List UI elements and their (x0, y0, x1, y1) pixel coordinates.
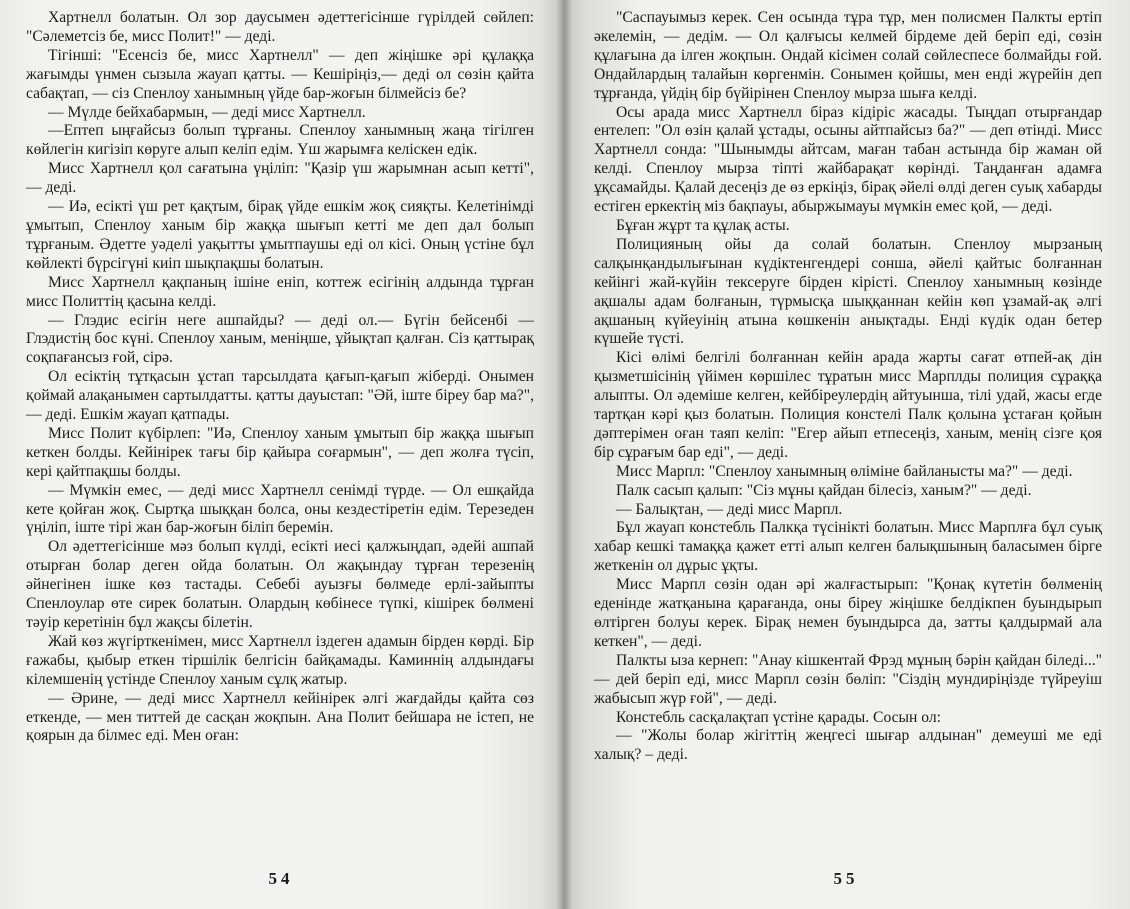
paragraph: — Мүмкін емес, — деді мисс Хартнелл сенімді түрде. — Ол ешқайда кете қойған жоқ. Сыртқа шыққан болса, оны кездестіретін едім. Терезеден үңіліп, іште тірі жан бар-жоғын біліп беремін. (26, 481, 534, 537)
paragraph: Осы арада мисс Хартнелл біраз кідіріс жасады. Тыңдап отырғандар ентелеп: "Ол өзін қалай ұстады, осыны айтпайсыз ба?" — деп өтінді. Мисс Хартнелл сонда: "Шынымды айтсам, маған табан астында бір жаман ой келді. Спенлоу мырза тіпті жайбарақат көрінді. Таңданған адамға ұқсамайды. Қалай десеңіз де өз еркіңіз, бірақ әйелі өлді деген суық хабарды естіген еркектің міз бақпауы, абыржымауы мүмкін емес қой, — деді. (594, 103, 1102, 216)
left-page-text (26, 9, 534, 746)
right-page-text (594, 9, 1102, 765)
paragraph: Бұл жауап констебль Палкқа түсінікті болатын. Мисс Марплға бұл суық хабар кешкі тамаққа қажет етті алып келген балықшының баласымен бірге жеткенін ол дұрыс ұқты. (594, 519, 1102, 575)
paragraph: Кісі өлімі белгілі болғаннан кейін арада жарты сағат өтпей-ақ дін қызметшісінің үйімен көршілес тұратын мисс Марплды полиция сұраққа алыпты. Ол әдеміше келген, кейбіреулердің айтуынша, тілі удай, жасы егде тартқан кәрі қыз болатын. Полиция констелі Палк қолына ұстаған қойын дәптерімен оған таяп келіп: "Егер айып етпесеңіз, ханым, менің сізге қоя бір сұрағым бар еді", — деді. (594, 349, 1102, 461)
paragraph: Ол әдеттегісінше мәз болып күлді, есікті иесі қалжыңдап, әдейі ашпай отырған болар деген ойда болатын. Ол жақындау тұрған терезенің әйнегінен ішке көз тастады. Себебі ауызғы бөлмеде ерлі-зайыпты Спенлоулар өте сирек болатын. Олардың көбінесе түпкі, кішірек бөлмені тәуір керетінін бұл жақсы білетін. (26, 538, 534, 631)
paragraph: Мисс Полит күбірлеп: "Иә, Спенлоу ханым ұмытып бір жаққа шығып кеткен болды. Кейінірек тағы бір қайыра соғармын", — деп жолға түсіп, кері қайтпақшы болды. (26, 424, 534, 480)
left-page (0, 0, 562, 909)
paragraph: Тігінші: "Есенсіз бе, мисс Хартнелл" — деп жіңішке әрі құлаққа жағымды үнмен сызыла жауап қатты. — Кешіріңіз,— деді ол сөзін қайта сабақтап, — сіз Спенлоу ханымның үйде бар-жоғын білмейсіз бе? (26, 46, 534, 102)
paragraph: Бұған жұрт та құлақ асты. (616, 216, 790, 234)
paragraph: Мисс Хартнелл қол сағатына үңіліп: "Қазір үш жарымнан асып кетті", — деді. (26, 160, 534, 197)
paragraph: "Саспауымыз керек. Сен осында тұра тұр, мен полисмен Палкты ертіп әкелемін, — дедім. — Ол қалғысы келмей бірдеме дей беріп еді, сөзін құлағына да ілген жоқпын. Ондай кісімен солай сөйлеспесе болмайды ғой. Ондайлардың талайын көргенмін. Сонымен қойшы, мен енді жүрейін деп тұрғанда, үйдің бір бүйірінен Спенлоу мырза шыға келді. (594, 9, 1102, 102)
paragraph: —Ептеп ыңғайсыз болып тұрғаны. Спенлоу ханымның жаңа тігілген көйлегін кигізіп көруге алып келіп едім. Үш жарымға келіскен едік. (26, 122, 534, 159)
paragraph: — Мүлде бейхабармын, — деді мисс Хартнелл. (48, 103, 366, 121)
paragraph: — Иә, есікті үш рет қақтым, бірақ үйде ешкім жоқ сияқты. Келетінімді ұмытып, Спенлоу ханым бір жаққа шығып кетті ме деп дал болып тұрғаным. Әдетте уәделі уақытты ұмытпаушы еді ол кісі. Оның үстіне бұл көйлекті бүрсігүні киіп шықпақшы болатын. (26, 198, 534, 272)
paragraph: Жай көз жүгірткенімен, мисс Хартнелл іздеген адамын бірден көрді. Бір ғажабы, қыбыр еткен тіршілік белгісін байқамады. Каминнің алдындағы кілемшенің үстінде Спенлоу ханым сұлқ жатыр. (26, 632, 534, 688)
paragraph: Констебль сасқалақтап үстіне қарады. Сосын ол: (616, 708, 941, 726)
right-page (562, 0, 1130, 909)
paragraph: — Глэдис есігін неге ашпайды? — деді ол.— Бүгін бейсенбі — Глэдистің бос күні. Спенлоу ханым, меніңше, ұйықтап қалған. Сіз қаттырақ соқпағансыз ғой, сірә. (26, 311, 534, 367)
paragraph: Ол есіктің тұтқасын ұстап тарсылдата қағып-қағып жіберді. Онымен қоймай алақанымен сартылдатты. қатты дауыстап: "Әй, іште біреу бар ма?", — деді. Ешкім жауап қатпады. (26, 368, 534, 424)
left-page-number: 54 (268, 869, 294, 889)
paragraph: Мисс Хартнелл қақпаның ішіне еніп, коттеж есігінің алдында тұрған мисс Политтің қасына келді. (26, 273, 534, 310)
paragraph: Палкты ыза кернеп: "Анау кішкентай Фрэд мұның бәрін қайдан біледі..." — дей беріп еді, мисс Марпл сөзін бөліп: "Сіздің мундиріңізде түйреуіш жабысып жүр ғой", — деді. (594, 651, 1102, 707)
paragraph: Мисс Марпл: "Спенлоу ханымның өліміне байланысты ма?" — деді. (616, 462, 1073, 480)
paragraph: Хартнелл болатын. Ол зор даусымен әдеттегісінше гүрілдей сөйлеп: "Сәлеметсіз бе, мисс Полит!" — деді. (26, 9, 534, 45)
paragraph: — "Жолы болар жігіттің жеңгесі шығар алдынан" демеуші ме еді халық? – деді. (594, 727, 1102, 764)
paragraph: Мисс Марпл сөзін одан әрі жалғастырып: "Қонақ күтетін бөлменің еденінде жатқанына қарағанда, оны біреу жіңішке белдікпен буындырып өлтірген болуы керек. Бірақ немен буындырса да, затты қалдырмай ала кеткен", — деді. (594, 576, 1102, 650)
right-page-number: 55 (833, 869, 859, 889)
paragraph: Полицияның ойы да солай болатын. Спенлоу мырзаның салқынқандылығынан күдіктенгендері сонша, әйелі қайтыс болғаннан кейінгі жай-күйін тексеруге бірден кірісті. Спенлоу ханымның көзінде ақшалы адам болғанын, түрмысқа шыққаннан кейін көп ұзамай-ақ әлгі ақшаның күйеуінің атына көшкенін анықтады. Енді күдік одан бетер күшейе түсті. (594, 235, 1102, 348)
paragraph: — Әрине, — деді мисс Хартнелл кейінірек әлгі жағдайды қайта сөз еткенде, — мен титтей де сасқан жоқпын. Ана Полит бейшара не істеп, не қоярын да білмес еді. Мен оған: (26, 689, 534, 745)
paragraph: Палк сасып қалып: "Сіз мұны қайдан білесіз, ханым?" — деді. (616, 481, 1032, 499)
paragraph: — Балықтан, — деді мисс Марпл. (616, 500, 843, 518)
